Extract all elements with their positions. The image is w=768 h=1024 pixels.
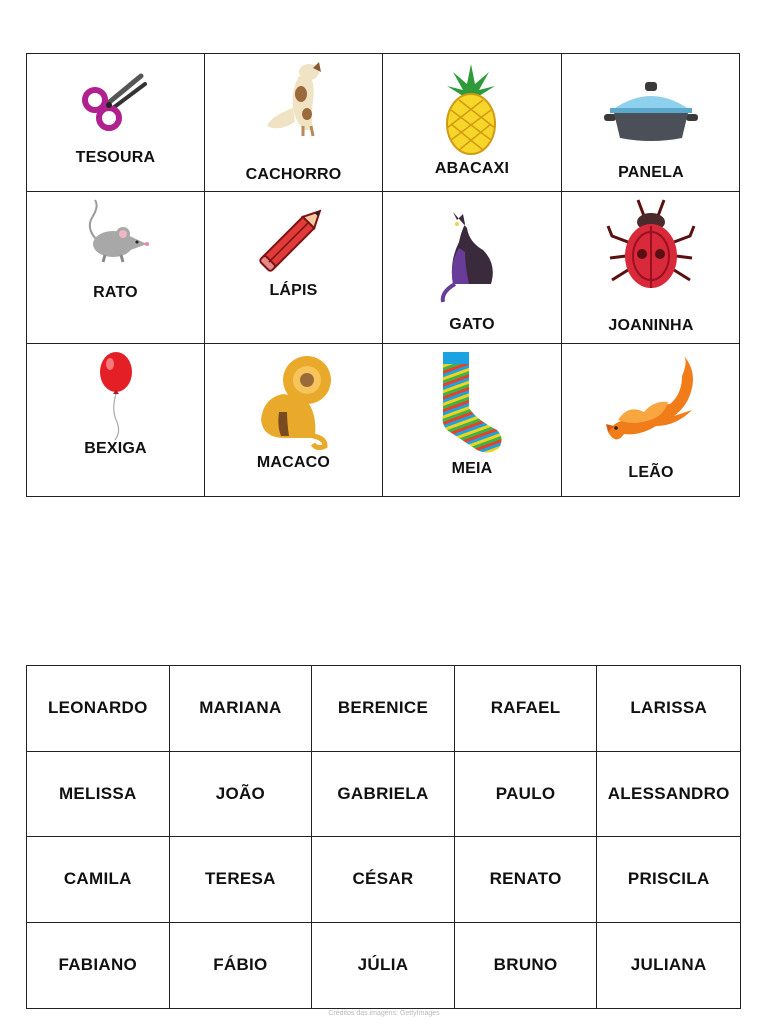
picture-card-grid: [26, 53, 740, 497]
picture-card-macaco[interactable]: [205, 344, 383, 496]
picture-card-panela[interactable]: [562, 54, 740, 192]
name-card[interactable]: JÚLIA: [312, 923, 455, 1009]
card-label: BEXIGA: [84, 440, 147, 457]
name-card[interactable]: BERENICE: [312, 666, 455, 752]
card-label: TESOURA: [75, 149, 156, 166]
name-card[interactable]: FABIANO: [27, 923, 170, 1009]
card-label: CACHORRO: [245, 166, 342, 183]
card-label: RATO: [93, 284, 138, 301]
mouse-icon: [81, 198, 153, 264]
card-label: LEÃO: [628, 464, 674, 481]
card-label: ABACAXI: [434, 160, 510, 177]
balloon-icon: [97, 350, 135, 440]
name-card[interactable]: MELISSA: [27, 752, 170, 838]
pineapple-icon: [441, 62, 501, 156]
name-card[interactable]: MARIANA: [170, 666, 313, 752]
picture-card-abacaxi[interactable]: [383, 54, 562, 192]
card-label: JOANINHA: [608, 317, 694, 334]
name-card[interactable]: PAULO: [455, 752, 598, 838]
picture-card-bexiga[interactable]: [27, 344, 205, 496]
picture-card-lapis[interactable]: [205, 192, 383, 344]
name-card[interactable]: JULIANA: [630, 955, 707, 975]
name-card[interactable]: RAFAEL: [455, 666, 598, 752]
name-card[interactable]: CAMILA: [27, 837, 170, 923]
picture-card-joaninha[interactable]: [562, 192, 740, 344]
name-card-grid: [26, 665, 741, 1009]
name-card[interactable]: GABRIELA: [312, 752, 455, 838]
picture-card-cachorro[interactable]: [205, 54, 383, 192]
dog-icon: [261, 60, 327, 142]
pot-icon: [602, 80, 700, 142]
card-label: GATO: [449, 316, 495, 333]
pencil-icon: [253, 198, 333, 278]
name-card[interactable]: BRUNO: [455, 923, 598, 1009]
card-label: MACACO: [256, 454, 331, 471]
scissors-icon: [79, 70, 149, 136]
card-label: PANELA: [618, 164, 684, 181]
name-card[interactable]: FÁBIO: [170, 923, 313, 1009]
picture-card-gato[interactable]: [383, 192, 562, 344]
picture-card-tesoura[interactable]: [27, 54, 205, 192]
name-card[interactable]: LARISSA: [597, 666, 740, 752]
picture-card-meia[interactable]: [383, 344, 562, 496]
name-card[interactable]: JOÃO: [170, 752, 313, 838]
lion-icon: [604, 354, 698, 446]
image-credit: Créditos das imagens: GettyImages: [328, 1010, 440, 1017]
cat-icon: [435, 208, 505, 304]
picture-card-leao[interactable]: [562, 344, 740, 496]
name-card[interactable]: RENATO: [455, 837, 598, 923]
card-label: LÁPIS: [269, 282, 318, 299]
name-card[interactable]: TERESA: [170, 837, 313, 923]
ladybug-icon: [604, 196, 698, 292]
picture-card-rato[interactable]: [27, 192, 205, 344]
name-card[interactable]: ALESSANDRO: [597, 752, 740, 838]
sock-icon: [439, 350, 505, 458]
name-card[interactable]: LEONARDO: [27, 666, 170, 752]
name-card[interactable]: PRISCILA: [597, 837, 740, 923]
card-label: MEIA: [451, 460, 493, 477]
monkey-icon: [255, 352, 335, 450]
name-card[interactable]: CÉSAR: [312, 837, 455, 923]
